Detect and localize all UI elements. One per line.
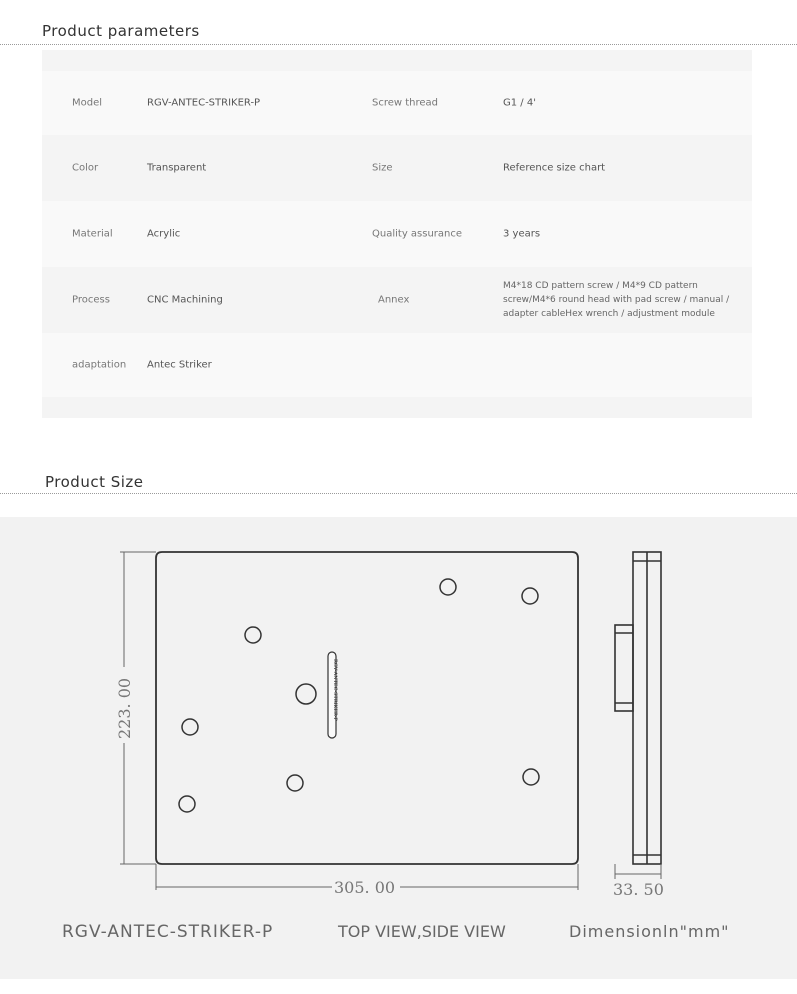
engraving-text: RGV-ANTEC-STRIKER-P — [332, 659, 338, 721]
center-port — [296, 684, 316, 704]
plate-outline — [156, 552, 578, 864]
row-value: CNC Machining — [147, 294, 223, 306]
params-section-title: Product parameters — [42, 22, 200, 40]
side-view — [615, 552, 661, 864]
row-label: Size — [372, 162, 393, 174]
table-row — [42, 201, 752, 267]
row-value: Acrylic — [147, 228, 181, 240]
row-value: Transparent — [147, 162, 207, 174]
row-label: Process — [72, 294, 110, 306]
row-value: RGV-ANTEC-STRIKER-P — [147, 97, 261, 109]
params-divider — [0, 44, 797, 45]
model-caption: RGV-ANTEC-STRIKER-P — [62, 922, 274, 942]
thickness-dimension-label: 33. 50 — [613, 880, 664, 899]
size-section-title: Product Size — [45, 473, 144, 491]
row-label: adaptation — [72, 359, 127, 371]
row-value: 3 years — [503, 228, 541, 240]
annex-value: M4*18 CD pattern screw / M4*9 CD pattern screw/M4*6 round head with pad screw / manual / adapter cableHex wrench / adjustment module — [503, 281, 730, 319]
row-label: Color — [72, 162, 99, 174]
hole — [440, 579, 456, 595]
size-drawing-panel — [0, 517, 797, 979]
technical-drawing — [0, 517, 797, 979]
table-row — [42, 71, 752, 135]
hole — [522, 588, 538, 604]
hole — [245, 627, 261, 643]
row-label: Model — [72, 97, 103, 109]
row-value: G1 / 4' — [503, 97, 536, 109]
table-row — [42, 135, 752, 201]
row-label: Annex — [378, 294, 410, 306]
hole — [179, 796, 195, 812]
thickness-dimension — [615, 864, 661, 879]
views-caption: TOP VIEW,SIDE VIEW — [338, 922, 506, 941]
hole — [523, 769, 539, 785]
row-value: Antec Striker — [147, 359, 212, 371]
table-row — [42, 267, 752, 333]
mounting-holes — [179, 579, 539, 812]
width-dimension-label: 305. 00 — [334, 878, 396, 897]
row-label: Material — [72, 228, 113, 240]
table-row — [42, 333, 752, 397]
row-label: Quality assurance — [372, 228, 463, 240]
size-divider — [0, 493, 797, 494]
parameters-table — [42, 50, 752, 418]
height-dimension-label: 223. 00 — [115, 677, 134, 739]
unit-caption: Dimensionln"mm" — [569, 922, 730, 941]
hole — [182, 719, 198, 735]
row-value: Reference size chart — [503, 162, 606, 174]
row-label: Screw thread — [372, 97, 439, 109]
hole — [287, 775, 303, 791]
